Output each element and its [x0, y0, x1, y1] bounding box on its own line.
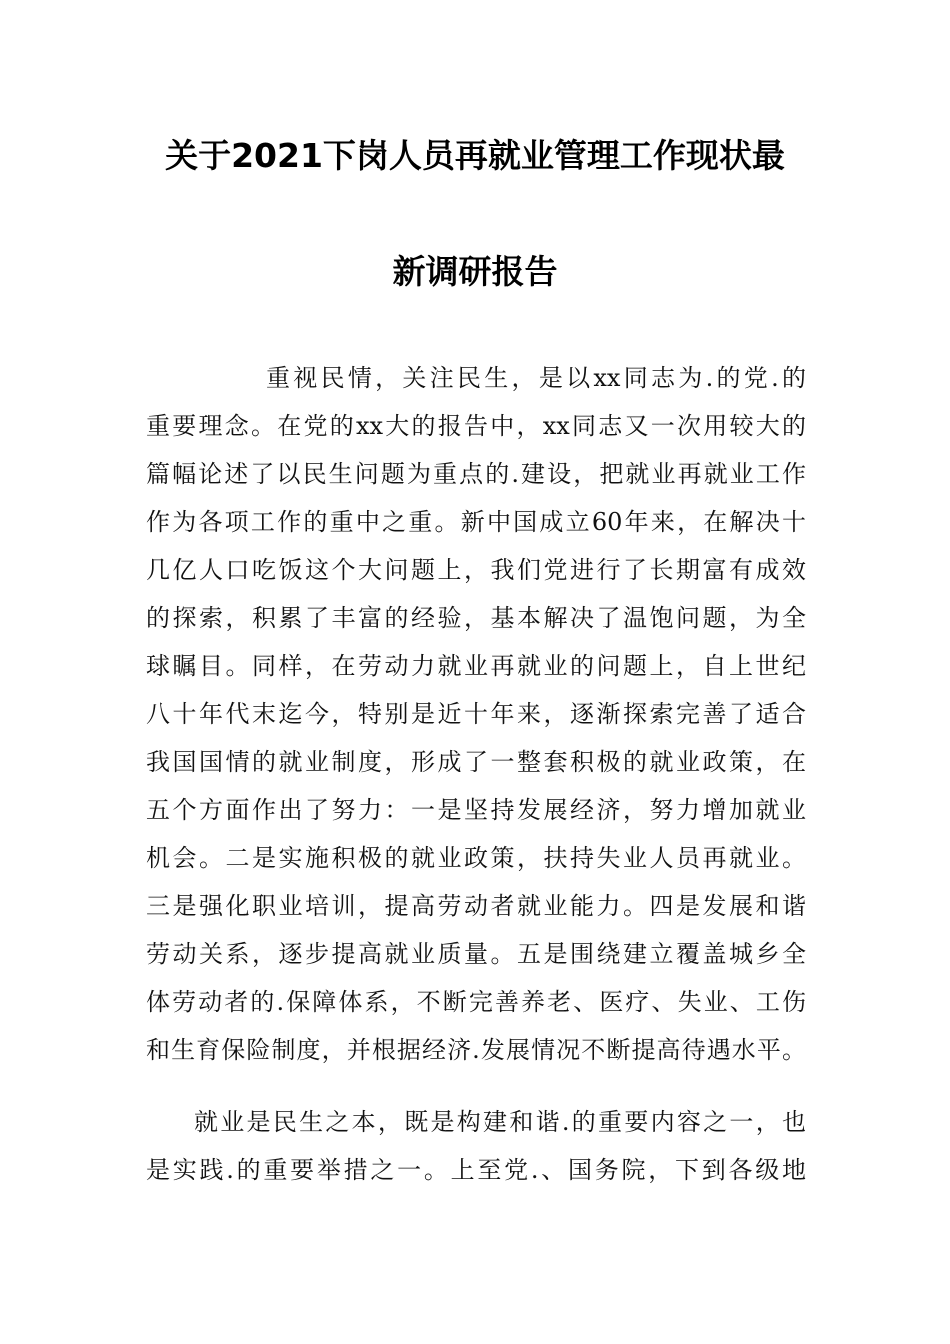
- paragraph-1-line-8: 八十年代末迄今，特别是近十年来，逐渐探索完善了适合: [146, 700, 806, 728]
- paragraph-1-line-4: 作为各项工作的重中之重。新中国成立60年来，在解决十: [146, 508, 806, 536]
- paragraph-1-line-6: 的探索，积累了丰富的经验，基本解决了温饱问题，为全: [146, 604, 806, 632]
- paragraph-1-line-9: 我国国情的就业制度，形成了一整套积极的就业政策，在: [146, 748, 806, 776]
- paragraph-1-line-2: 重要理念。在党的xx大的报告中，xx同志又一次用较大的: [146, 412, 806, 440]
- paragraph-1-line-14: 体劳动者的.保障体系，不断完善养老、医疗、失业、工伤: [146, 988, 806, 1016]
- paragraph-1-line-12: 三是强化职业培训，提高劳动者就业能力。四是发展和谐: [146, 892, 806, 920]
- paragraph-1-line-1: 重视民情，关注民生，是以xx同志为.的党.的: [266, 364, 806, 392]
- paragraph-1-line-5: 几亿人口吃饭这个大问题上，我们党进行了长期富有成效: [146, 556, 806, 584]
- paragraph-1-line-10: 五个方面作出了努力：一是坚持发展经济，努力增加就业: [146, 796, 806, 824]
- document-title-line-2: 新调研报告: [392, 252, 558, 291]
- paragraph-1-line-15: 和生育保险制度，并根据经济.发展情况不断提高待遇水平。: [146, 1036, 806, 1064]
- paragraph-1-line-7: 球瞩目。同样，在劳动力就业再就业的问题上，自上世纪: [146, 652, 806, 680]
- paragraph-2-line-2: 是实践.的重要举措之一。上至党.、国务院，下到各级地: [146, 1156, 806, 1184]
- document-title-line-1: 关于2021下岗人员再就业管理工作现状最: [165, 136, 785, 175]
- paragraph-1-line-13: 劳动关系，逐步提高就业质量。五是围绕建立覆盖城乡全: [146, 940, 806, 968]
- paragraph-1-line-11: 机会。二是实施积极的就业政策，扶持失业人员再就业。: [146, 844, 806, 872]
- paragraph-2-line-1: 就业是民生之本，既是构建和谐.的重要内容之一，也: [194, 1108, 806, 1136]
- paragraph-1-line-3: 篇幅论述了以民生问题为重点的.建设，把就业再就业工作: [146, 460, 806, 488]
